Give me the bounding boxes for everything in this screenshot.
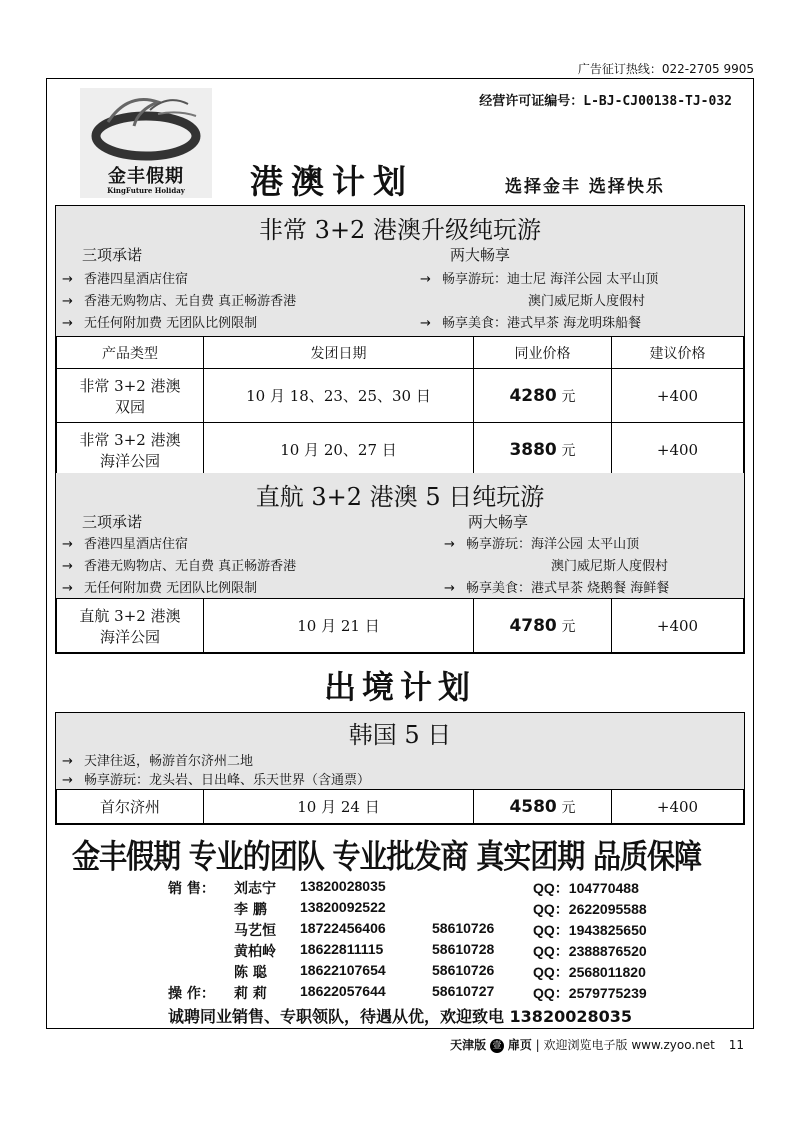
product-type: 非常 3+2 港澳 双园 [57,369,204,423]
logo-chinese-name: 金丰假期 [108,166,184,187]
contact-role: 操 作： [168,986,215,1002]
tour-box-1 [55,205,745,478]
logo-brush-icon [88,92,206,164]
contact-name: 李 鹏 [234,902,267,918]
contact-office-phone: 58610726 [432,920,495,936]
tour-box-2 [55,473,745,654]
tour-3-info [56,713,744,789]
contact-mobile: 18622107654 [300,962,386,978]
tour-1-enjoy-2: → 畅享美食：港式早茶 海龙明珠船餐 [420,316,642,331]
contact-mobile: 18622811115 [300,941,384,957]
license-number: 经营许可证编号：L-BJ-CJ00138-TJ-032 [479,94,732,109]
arrow-right-icon: → [420,316,431,331]
contact-name: 刘志宁 [234,881,276,897]
arrow-right-icon: → [62,272,73,287]
frame-left-rule [46,78,47,1028]
contact-office-phone: 58610727 [432,983,495,999]
product-type: 首尔济州 [57,790,204,824]
tour-1-title: 非常 3+2 港澳升级纯玩游 [259,216,541,244]
departure-dates: 10 月 21 日 [204,599,474,653]
contact-mobile: 18722456406 [300,920,386,936]
contact-mobile: 13820028035 [300,878,386,894]
departure-dates: 10 月 24 日 [204,790,474,824]
arrow-right-icon: → [62,294,73,309]
trade-price: 3880 元 [474,423,612,477]
footer-separator: | [535,1038,544,1052]
tour-2-title: 直航 3+2 港澳 5 日纯玩游 [255,483,545,511]
tour-2-table [56,598,744,653]
page-footer [450,1036,744,1053]
recruitment-notice: 诚聘同业销售、专职领队，待遇从优，欢迎致电 13820028035 [167,1007,633,1026]
tour-2-enjoy-1b: 澳门威尼斯人度假村 [551,559,669,574]
outbound-section-title: 出境计划 [323,668,476,706]
tour-1-promise-1: → 香港四星酒店住宿 [62,272,189,287]
suggested-price: +400 [612,599,744,653]
ad-hotline: 广告征订热线：022-2705 9905 [577,62,754,76]
suggested-price: +400 [612,369,744,423]
tour-1-promise-title: 三项承诺 [82,246,143,264]
departure-dates: 10 月 18、23、25、30 日 [204,369,474,423]
logo-english-name: KingFuture Holiday [107,186,185,195]
product-type: 直航 3+2 港澳 海洋公园 [57,599,204,653]
arrow-right-icon: → [420,272,431,287]
tour-2-promise-2: → 香港无购物店、无自费 真正畅游香港 [62,559,297,574]
tour-1-info [56,206,744,336]
tour-2-promise-title: 三项承诺 [82,513,143,531]
footer-edition: 天津版 [450,1038,487,1052]
contact-name: 黄柏岭 [234,944,276,960]
contact-name: 马艺恒 [234,923,276,939]
slogan: 选择金丰 选择快乐 [505,177,665,197]
page-number: 11 [728,1038,744,1052]
contact-mobile: 18622057644 [300,983,386,999]
tour-2-enjoy-2: → 畅享美食：港式早茶 烧鹅餐 海鲜餐 [444,581,670,596]
tour-1-enjoy-1: → 畅享游玩：迪士尼 海洋公园 太平山顶 [420,272,659,287]
table-row [57,599,744,653]
frame-right-rule [753,78,754,1028]
contact-mobile: 13820092522 [300,899,386,915]
tour-3-title: 韩国 5 日 [348,721,452,749]
product-type: 非常 3+2 港澳 海洋公园 [57,423,204,477]
tour-1-table [56,336,744,477]
arrow-right-icon: → [62,581,73,596]
tour-2-enjoy-title: 两大畅享 [468,513,529,531]
trade-price: 4280 元 [474,369,612,423]
tour-1-promise-3: → 无任何附加费 无团队比例限制 [62,316,258,331]
col-header-type: 产品类型 [57,337,204,369]
arrow-right-icon: → [62,537,73,552]
trade-price: 4580 元 [474,790,612,824]
arrow-right-icon: → [62,754,73,769]
arrow-right-icon: → [62,559,73,574]
arrow-right-icon: → [62,773,73,788]
edition-badge-icon: 壹 [490,1039,504,1053]
company-logo [80,88,212,198]
arrow-right-icon: → [444,581,455,596]
tour-1-promise-2: → 香港无购物店、无自费 真正畅游香港 [62,294,297,309]
contact-qq: QQ：2568011820 [533,964,646,980]
col-header-trade-price: 同业价格 [474,337,612,369]
contact-qq: QQ：2579775239 [533,985,647,1001]
table-header-row [57,337,744,369]
frame-top-rule [46,78,754,79]
trade-price: 4780 元 [474,599,612,653]
suggested-price: +400 [612,790,744,824]
contact-name: 莉 莉 [234,986,267,1002]
suggested-price: +400 [612,423,744,477]
page-title: 港澳计划 [250,162,414,201]
contact-qq: QQ：2622095588 [533,901,647,917]
col-header-dates: 发团日期 [204,337,474,369]
footer-welcome: 欢迎浏览电子版 www.zyoo.net [543,1038,715,1052]
contact-qq: QQ：2388876520 [533,943,647,959]
table-row [57,423,744,477]
tour-box-3 [55,712,745,825]
company-banner: 金丰假期 专业的团队 专业批发商 真实团期 品质保障 [72,837,701,876]
tour-1-enjoy-title: 两大畅享 [450,246,511,264]
departure-dates: 10 月 20、27 日 [204,423,474,477]
tour-3-table [56,789,744,824]
contact-office-phone: 58610728 [432,941,495,957]
tour-3-line-1: → 天津往返，畅游首尔济州二地 [62,754,254,769]
arrow-right-icon: → [444,537,455,552]
contact-qq: QQ：104770488 [533,880,639,896]
contact-name: 陈 聪 [234,965,267,981]
contact-role: 销 售： [168,881,215,897]
col-header-suggested-price: 建议价格 [612,337,744,369]
tour-3-line-2: → 畅享游玩：龙头岩、日出峰、乐天世界（含通票） [62,773,371,788]
table-row [57,369,744,423]
contact-qq: QQ：1943825650 [533,922,647,938]
table-row [57,790,744,824]
tour-2-info [56,473,744,598]
tour-2-promise-1: → 香港四星酒店住宿 [62,537,189,552]
tour-1-enjoy-1b: 澳门威尼斯人度假村 [528,294,646,309]
tour-2-enjoy-1: → 畅享游玩：海洋公园 太平山顶 [444,537,640,552]
frame-bottom-rule [46,1028,754,1029]
contact-office-phone: 58610726 [432,962,495,978]
tour-2-promise-3: → 无任何附加费 无团队比例限制 [62,581,258,596]
footer-section: 扉页 [507,1038,532,1052]
arrow-right-icon: → [62,316,73,331]
